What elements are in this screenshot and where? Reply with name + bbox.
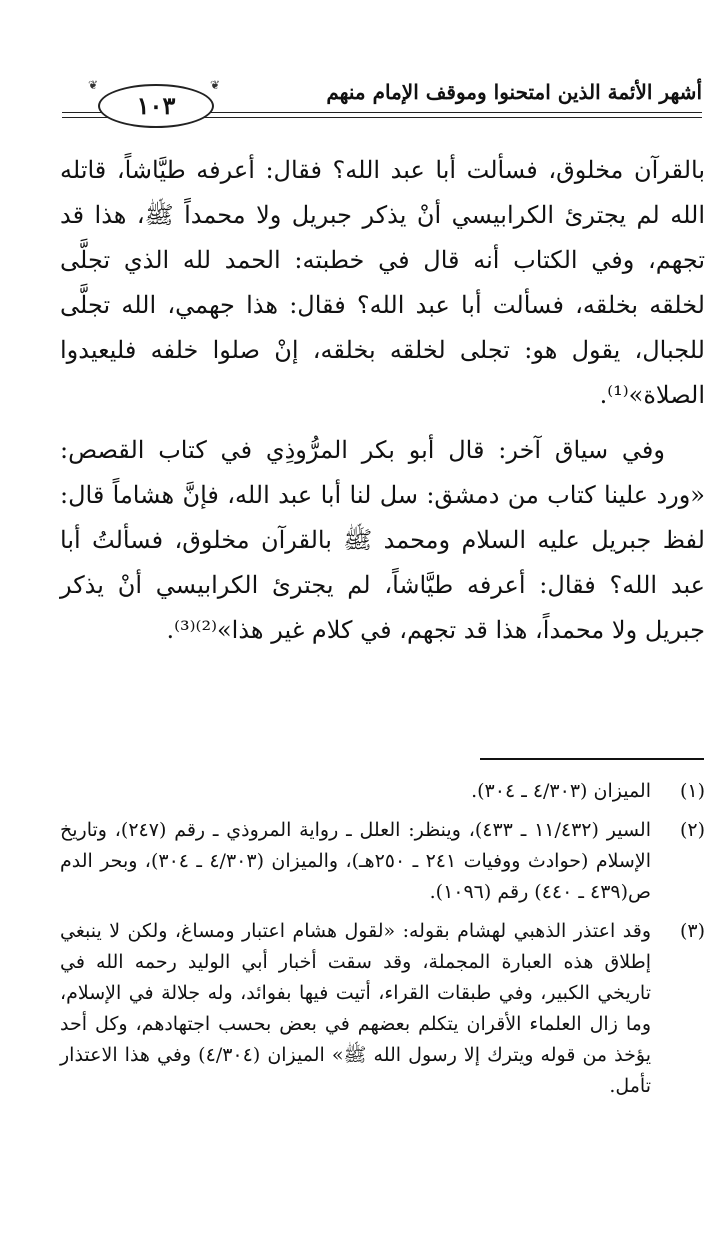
footnote-text: الميزان (٤/٣٠٣ ـ ٣٠٤). <box>471 780 651 802</box>
page-header <box>62 72 702 128</box>
footnote-text: وقد اعتذر الذهبي لهشام بقوله: «لقول هشام اعتبار ومساغ، ولكن لا ينبغي إطلاق هذه العبارة المجملة، وقد سقت أخبار أبي الوليد رحمه الله في تاريخي الكبير، وفي طبقات القراء، أتيت فيها بفوائد، وله جلالة في الإسلام، وما زال العلماء الأقران يتكلم بعضهم في بعض بحسب اجتهادهم، وكل أحد يؤخذ من قوله ويترك إلا رسول الله ﷺ» الميزان (٤/٣٠٤) وفي هذا الاعتذار تأمل. <box>60 920 651 1097</box>
page-number: ١٠٣ <box>98 84 214 128</box>
footnote-text: السير (١١/٤٣٢ ـ ٤٣٣)، وينظر: العلل ـ رواية المروذي ـ رقم (٢٤٧)، وتاريخ الإسلام (حوادث ووفيات ٢٤١ ـ ٢٥٠هـ)، والميزان (٤/٣٠٣ ـ ٣٠٤)، وبحر الدم ص(٤٣٩ ـ ٤٤٠) رقم (١٠٩٦). <box>60 819 651 903</box>
footnote <box>60 916 705 1102</box>
ornament-icon: ❦ <box>88 78 99 92</box>
paragraph: وفي سياق آخر: قال أبو بكر المرُّوذِي في كتاب القصص: «ورد علينا كتاب من دمشق: سل لنا أبا عبد الله، فإنَّ هشاماً قال: لفظ جبريل عليه السلام ومحمد ﷺ بالقرآن مخلوق، فسألتُ أبا عبد الله؟ فقال: أعرفه طيَّاشاً، لم يجترئ الكرابيسي أنْ يذكر جبريل ولا محمداً، هذا قد تجهم، في كلام غير هذا»⁽²⁾⁽³⁾. <box>60 436 705 644</box>
running-title: أشهر الأئمة الذين امتحنوا وموقف الإمام منهم <box>318 76 702 108</box>
footnote-separator <box>480 758 704 760</box>
footnote <box>60 776 705 807</box>
main-text <box>60 148 705 653</box>
footnotes <box>60 776 705 1110</box>
footnote-number: (٣) <box>679 920 705 942</box>
ornament-icon: ❦ <box>210 78 221 92</box>
paragraph: بالقرآن مخلوق، فسألت أبا عبد الله؟ فقال: أعرفه طيَّاشاً، قاتله الله لم يجترئ الكرابيسي أنْ يذكر جبريل ولا محمداً ﷺ، هذا قد تجهم، وفي الكتاب أنه قال في خطبته: الحمد لله الذي تجلَّى لخلقه بخلقه، فسألت أبا عبد الله؟ فقال: هذا جهمي، الله تجلَّى للجبال، يقول هو: تجلى لخلقه بخلقه، إنْ صلوا خلفه فليعيدوا الصلاة»⁽¹⁾. <box>60 156 705 409</box>
footnote-number: (١) <box>679 780 705 802</box>
footnote <box>60 815 705 908</box>
footnote-number: (٢) <box>679 819 705 841</box>
